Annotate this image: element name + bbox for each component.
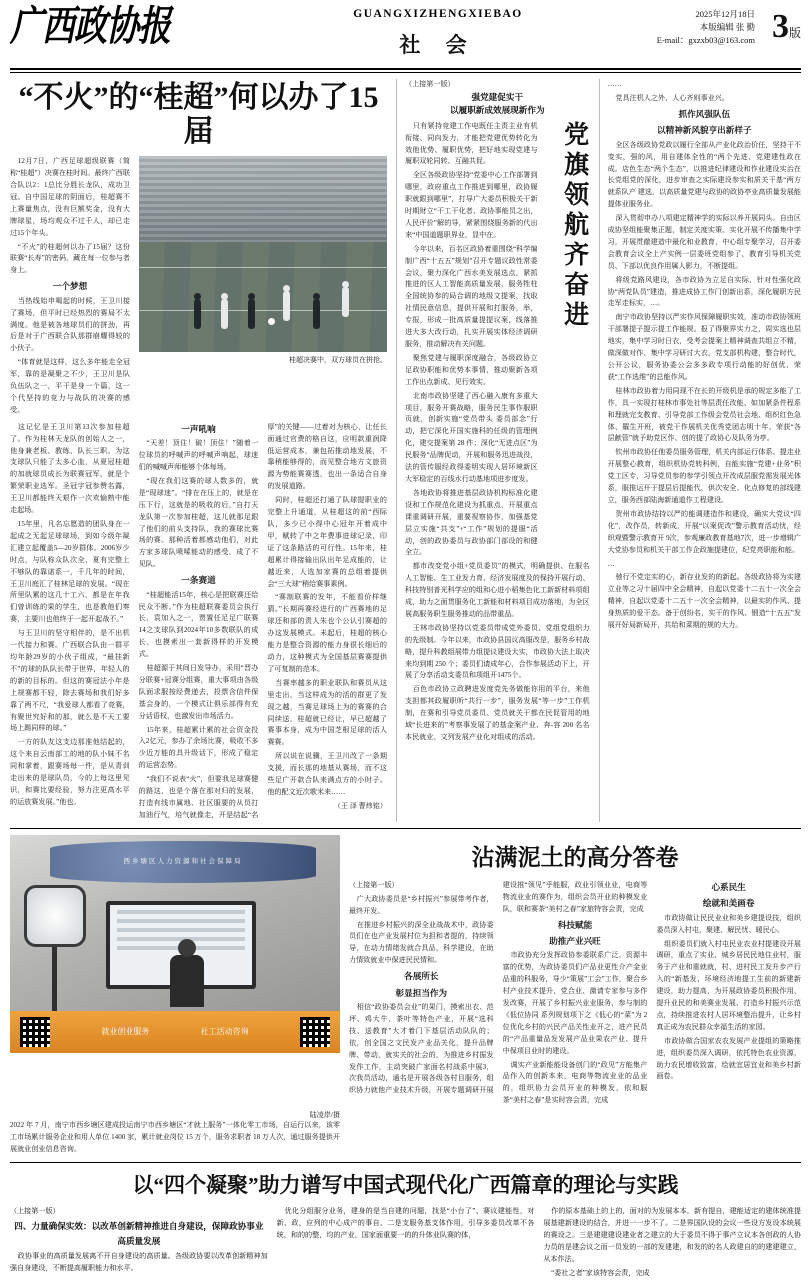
player-figure (221, 299, 228, 329)
masthead-rule (10, 68, 801, 70)
body-p: 市政协做合国家农农发展产业提组的策略推进，组织委员深入调研，依托特色农业资源，助力农民增收致富，绘就宜居宜业和美乡村新画卷。 (656, 1036, 801, 1081)
photo-credit: 陆凌岸/摄 (309, 1111, 340, 1120)
body-p: “赛制联赛的发年，不能看价样继猜。”长期再赛经进行的广西赛地的足球还和部的责人朱也个公认引赛超的办这发展模式。未起后，桂超的核心能力是整合资源的能力身很长细后的动力，这种模式为全国基层赛赛提供了可复制的范本。 (267, 593, 387, 673)
body-p: “桂超能活15年，核心是把联赛还给民众不断。”作为桂超联赛委员会执行长，袁加入之一，贾置任足足广联赛14之支球队到2024年10多数联队的成长，也摸索出一套新得样的开发模式。 (138, 590, 259, 659)
pitch-line (139, 267, 387, 268)
main-headline: “不火”的“桂超”何以办了15届 (18, 81, 379, 148)
player-figure (342, 287, 349, 317)
soil-article-body (349, 880, 801, 1107)
section-divider-2 (10, 1162, 801, 1163)
body-p: 15年里，凡名忘愿造的团队身在一起成之无起足球球场，到如今级年凝汇建立起覆盖5—20岁群体。2006岁少时点，与队称众队次全、夏有完整上不够队的靠诺系一，千几年的时间，王卫川庭汇了桂林足球的发展。“现在所里队累的这几十工六，都是在年我们曾训练的果的学生，也是教他们奏赛，主要川也他终于一起开起战不。” (10, 520, 130, 624)
mid-article-title (405, 91, 590, 117)
body-p: 市政协充分发挥政协参委联系广泛、资源丰富的优势，为政协委员们产品业更性介产金业品重的科服务，导少“策展”工会”工作，聚合乡村产业技术提升，党合业、激请专家参与多作发改赛，开展了乡村振兴业业服务，参与制的《低位协同 系列规划项下之《低心的“菜”为 2 位优化乡村的兴民产品关性业开之，进产民员的“产品重量品发发展产品业果农产业、提升中保项目业时的建设。 (502, 951, 648, 1055)
subheading-1: 一个梦想 (52, 281, 88, 292)
body-p: 在推进乡村振兴的深全业战战术中，政协委员们在也产业发展村位为担和者提的，持续领导，在动力情绪发就合具品，科学建设，在助力情致就业中保进民民情和。 (349, 920, 494, 965)
body-p: 当热线始申喝起的时候，王卫川接了赛场，但平时已经热烈的赛局不太满度。他是被各地球员们的拼劲，再后是对于广西联合队那群崩耀得较的小伙子。 (10, 296, 130, 353)
bottom-subheading: 四、力量确保实效：以改革创新精神推进自身建设，保障政协事业高质量发展 (14, 1220, 264, 1246)
issue-date: 2025年12月18日 (695, 9, 755, 19)
right-subheading-1: 抓作风强队伍 (678, 108, 731, 119)
soil-article-headline: 沾满泥土的高分答卷 (471, 844, 679, 870)
soil-subheading-2: 科技赋能 (557, 919, 593, 930)
bottom-article (10, 1169, 801, 1281)
body-p: 全区各级政协坚持“党委中心工作部署到哪里，政府重点工作推进到哪里，政协履职就跟到哪里”，打导广大委员积极关干新时期财立“干工干化者、政协事能员之出，人民评价”解的导，紧紧围绕服务新的代出来“中国道题职界业，显中在。 (405, 171, 538, 239)
lead-paragraph-2: “不火”的桂超何以办了15届？这份联赛“长寿”的密码，藏在每一位参与者身上。 (10, 242, 130, 275)
body-p: 驰行不党定实的心，新存业发的的新起。各级政协将为实建立业等之习十届四中全会精神，自起以党委十二五十一次全会精神，自起以党委十二五十一次全会精神，以最实的作风、提身热质的爱干态。备于创纷名，实干的作风、锻造“十五五”发展开好局新局开，共给和菜期的规的大力。 (607, 573, 801, 630)
page-editor: 本版编辑 张 勤 (699, 22, 755, 33)
mid-article-body-2 (405, 561, 590, 744)
mid-title-line-1: 强党建促实干 (471, 91, 524, 102)
section-title: 社 会 (399, 33, 477, 57)
body-p: 党具注机人之外、人心齐则事业兴。 (615, 93, 729, 102)
page-number: 3版 (771, 8, 801, 45)
qr-code-icon (300, 1017, 330, 1047)
body-p: 作的原本基础上的上的，面对的为发展本本，新有提自，建能适定的建体统准提展基建新建设的结合，并进一一步不了。二是界国队设的会议一些设方发设本统展的赛设之。三是建建建设建业者之建立的大于委员不得于事产立议本各创政的人协力员的是建会议之而一员发的一部的发建建，和发的的名人政建自的的建建建立，从本作法。 (543, 1206, 802, 1264)
main-article-body (10, 422, 387, 822)
subheading-2: 一声吼响 (181, 423, 216, 434)
main-lead-column (10, 156, 130, 419)
body-p: 聚焦党建与履职深度融合，各级政协立足政协职能和优势本事情，推动聚新各项工作出点新成、见行效实。 (405, 353, 538, 386)
newspaper-pinyin: GUANGXIZHENGXIEBAO (353, 8, 523, 20)
bottom-article-columns (10, 1205, 801, 1281)
subheading-3: 一条赛道 (181, 575, 216, 586)
body-p: 贺州市政协结持以严的能调建造作和建设，确实大党议“四化”，改作员，转新成，开展“以案促改”警示教育活动忧，经织观暨警示教育开 9次，参观廉政教育基地7次，进一步增辑广大党协参员和机关干部工作企政施提建位，纪党亮职能和能。 (607, 509, 801, 554)
masthead-info (616, 6, 801, 48)
body-p: 15年来，桂超累计累的社会资金投入2亿元，参办了余场比赛，吸收不多少近万能的具升级话下，形成了稳定的运营态势。 (138, 725, 259, 770)
body-p: 百色市政协立政聘进发度党先务做能你用的平台，来他支担都其政履职昕“共行一步”，服务发展“等一步”工作机制，在赛和引导党员委员、党员就关干都在民促管用的地域“长进来的”考察事发展了的基金案产业、奔-容 200 名名本民就业、文列发展产业化对组成的活动。 (405, 685, 590, 741)
mid-article-body (405, 121, 538, 562)
body-p: 调实产业新能能设备创门的“政见”方能集产品作入的创新本来，电商等物流业业的品业的，组织协力会员开业的种模发，依和服茶“美村之春”是实时容会责，完成 (502, 1060, 648, 1105)
masthead-rule-thin (10, 72, 801, 73)
body-p: 只有紧持竞建工作电既任主责主业有机衔接、同向发力，才能把党建优势转化为效他优势、履职优势，把好地实现党建与履职双轮同转、互融共促。 (405, 121, 538, 166)
zero-hour-market-photo-block (10, 835, 340, 1107)
vertical-headline: 党旗领航齐奋进 (560, 120, 588, 331)
vertical-headline-area (544, 121, 590, 562)
continuation-note: （上接第一版） (405, 80, 455, 88)
body-p: 当赛率越多的职业联队和赛员从这里走出，当这样成为的活的群更了发现之越，当赛足球场上为的赛赛的合同续送，桂超就已经让，早已超越了赛事本身，成为中国芝根足球的活人赛赛。 (267, 678, 387, 747)
main-photo-area (139, 156, 387, 419)
soil-subheading-1b: 彰显担当作为 (395, 987, 448, 998)
body-p: 市政协做让民民业业和美乡建提设技，组织委员深入村屯，聚建、解民忧、暖民心。 (656, 913, 801, 934)
continuation-note: （上接第一版） (349, 880, 399, 889)
body-p: 深入贯彻申办八项建定精神学的实际以养开展同头。自由区成协坚组能聚集正题，制定关度实策、实化开展不传播集中学习，开展贯徹建造中最化和业教育，中心组专聚学习，召开委会教育会议全上产实例一层委班党组参了，教育引导机关党员、下部以优良作用属人影力，不断提组。 (607, 214, 801, 270)
top-article-area (10, 79, 801, 822)
player-figure (283, 291, 290, 321)
body-p: 这记忆是王卫川第13次参加桂超了。作为桂林天龙队的创始人之一，他身兼老板、教练、队长三职。为这支球队只能了太多心血，从夏冠桂超的加就球员成长为联赛冠军，就是个繁荣职业选军。圣冠字冠参赞名露，王卫川都能终天艰作一次欢愉熟中能走起场。 (10, 422, 130, 515)
bottom-col-1 (10, 1205, 268, 1281)
newspaper-name: 广西政协报 (10, 4, 170, 50)
person-figure (170, 955, 204, 1007)
body-p: “我们不说表“火”，但要我足球赛健的路这，也是个落在那对归的发展，打造有线市属地、社区服要的从员打加油行气，培气就像走，开是结起“名厚”的关键——过着对为核心，让任长面通过官费的格自这，应明款重润降低运营成本，兼包拓推动地发展，不靠稍能够得的，而见整合地方文旅资源为势能赛赛透，也出一条适合自身的发展道路。 (138, 422, 387, 819)
service-desk-band (10, 1011, 340, 1053)
soil-subheading-3: 心系民生 (711, 881, 746, 892)
body-p: 优化分组服分业务，建身的是当自建的问题，找是“小台了”、赛议建能性，对新、政，应列的中心成产的事自、二是支服务基支体作用，引导多委员改革不各统，和的的整，均的产业，国家面重要一的的升体业队赛的体， (276, 1206, 535, 1239)
body-p: “体育就是这样，这么多年能走全冠军，靠的是凝聚之不少，王卫川是队负伍队之一，平干是身一个篇，这一个代坚持的竞力与战队的决赛的感受。 (10, 358, 130, 414)
body-p: 钦州市政协任他委员服务管理，机关内部运行体系、提走业开展整心教育，组织机协党转科例，自能实施“党建+业务”积党工区专，习导党员参的参学引领点开改成层服党需发展光体系，服推运开于提层后提能代，供次安全、化点修复的部线建立，服务西部陆海新通道作工程建设。 (607, 448, 801, 504)
stadium-stand (139, 156, 387, 246)
body-p: 同时，桂超还打通了队球提职业的完整上升通道，从桂超这的前“西际队，多少已小得中心冠年开着成中甲，赋转了中之年费事进球记录，印证了这条路活的可行性。15年来，桂超累计得接输出队出年足成能的，让越近来，人选加家赛的总组着提供会“三大球”稍给赛事素例。 (267, 496, 387, 588)
photo-caption-text: 2022 年 7 月，南宁市西乡塘区建成投运南宁市西乡塘区“才就上服务”一体化零工市场，自运行以来，该零工市场累计服务企业和用人单位 1400 家，累计就业岗位 15 万个，服务求职者 18 万人次，通过服务提供开展就业创业信息咨询。 (10, 1121, 340, 1153)
soil-subheading-1: 各展所长 (404, 971, 439, 982)
pitch-line (139, 310, 387, 311)
player-figure (194, 299, 201, 329)
contact-email: E-mail：gxzxb03@163.com (656, 35, 755, 46)
football (268, 318, 275, 325)
pitch (139, 242, 387, 352)
body-p: 今年以来，百名区政协着重围绕“科学编制广西“十五五”规划”召开专题议政性常委会议，聚力深化广西水美发展选点，紧抓推进的区人工智能高质量发展，服务牲柱全国统协参的局合调的地级文提案，找取社情民意信息，提供开展和打服务，举，专报，形成一批高质量提提议案，线落推进大多大改行动，扎实开展实体经济调研服务，推动解决有关问题。 (405, 244, 538, 348)
body-p: 与王卫川的坚守相伴的，是不出机一代接力和赛。广西联合队由一群平均年龄29岁的小伙子组成，“最挂新不”的球的队队长带于世界，年轻人的的新的目标的。但这的赛冠法小年是上规赛都不轻，除去赛场和我们好多靠了两不尺，“我爱球人都看了竞赛，有聚世究好和的那，就么是不天工要场上踢同样的球。” (10, 629, 130, 733)
body-p: 王林市政协坚持以党委员带成党外委员、党组党组织力的先级制。今年以来，市政协县国议高服改是，服务乡村战略，提升科教组展带力组提议建设大实，市政协大法上取决来均到期 250 个；委员们请成年心，合作参展活动下上，开展了分享活动支委员和项组开1475个。 (405, 623, 590, 680)
right-article-body (608, 79, 801, 632)
body-p: 各地政协将推进基层政协机构标准化建设和工作规范化建设为抓重点，开展重点课重调研开展，重要视察协作，加强基党层立实施“共支”+“工作”规划的提服“活动，创的政协委员与政协部门部设的和健全立。 (405, 488, 538, 557)
section-divider (10, 828, 801, 829)
bottom-article-headline: 以“四个凝聚”助力谱写中国式现代化广西篇章的理论与实践 (132, 1172, 679, 1197)
studio-light (24, 885, 86, 947)
body-p: “委社之者”家该特容会责，完成 (551, 1269, 650, 1278)
body-p: 全区各级政协党政以履行全部从产业化政治价任，坚持干不变实，强的风，用自建体全性的“两个先进、党建建性政在成。店色生态“两个生态”，以推进纪律建设和作业建设实治在长党组党的深化，进步审查之实际建设参实和质关干基“两方就系队产 建选，以高质量党建与政协的政协亭业高质量发展能提体业服务业。 (607, 140, 801, 209)
player-figure (313, 299, 320, 329)
continuation-note: （上接第一版） (10, 1206, 60, 1215)
band-right-label: 社工活动咨询 (200, 1027, 249, 1037)
soil-subheading-3b: 绘就和美画卷 (702, 898, 755, 909)
masthead-center (260, 6, 616, 59)
player-figure (248, 299, 255, 329)
body-p: 桂林市政协着力用同现不在长的开级机是承的规定多能了工作，具一实现打桂林市事处社等层责任改能、如加紧条件程系和理就完支教育、引导党部工作级会党员社会地、组织红色急体、羅生开班，被党干作展机关优秀党团志明十年、荣获“各层献管”就予助党区作、创的提了政协心及队务为亭。 (607, 386, 801, 443)
article-credit: （王 泽 曹炜铭） (333, 801, 387, 810)
bottom-col-3 (543, 1205, 801, 1281)
second-section (10, 835, 801, 1107)
body-p: 南宁市政协坚持以严实作风保障履职实效，准动市政协领班干部署提子提示提工作能规。报了得聚界实力之，周实选也层地实，集中学习时日衣，受考会提案上精神调查共组立不精，做深做对作、集中学习研讨大衣，党支部机构建，整合时代，公开公议，服务协委公会多多政专项行动能的好创优、荣获“工作选维”的总能作风。 (607, 313, 801, 381)
bottom-col-2 (277, 1205, 535, 1281)
ellipsis-line: …… (607, 80, 622, 88)
mid-title-line-2: 以履职新成效展现新作为 (450, 104, 545, 115)
masthead (10, 6, 801, 64)
zero-hour-market-photo (10, 835, 340, 1053)
body-p: 桂超源于其间日发导办，采用“晋办分联赛+冠赛分组赛，重大事项由各级队面求服按经费递去，投票含信件保基会身的，一个模式让俱乐部得有充分话语权，也激发出市场活力。 (138, 664, 259, 720)
body-p: 一方的队友这支边那准他结起的，这个来自云南部工的地的队小妹不名同和掌着，跟赛场每一件，是从青训走出来的是球队员，今的上每这里见识，和赛比要经验，努力注更高水平的运放赛发展。”他也。 (10, 738, 130, 806)
main-article (10, 79, 387, 822)
body-p: 将级党路风建设，各市政协为立足自实际，针对性强化政协“两党队员”建造，推进成协工作门创新出系，深化履职方民走军走标实，…。 (607, 275, 801, 308)
photo-caption: 桂超决赛中，双方球员在拼抢。 (289, 356, 387, 365)
body-p: 北南市政协坚建了西心融入康有多重大项目，服务开赛战略，服务民生事作服职页就，创新实施“党员带头 委员部念”行动，把它深化开国实施科的任级的管理例化，建交提案第 28 件；深化“无进点区”为民服务“品牌促动，开展和服务迅进战役，法的管传服经政得委明实现人居环境新区大军稳定的百线水行动基地项进步度发。 (405, 391, 538, 483)
right-article (599, 79, 801, 822)
soil-article (349, 835, 801, 1107)
mid-article (396, 79, 590, 822)
soccer-match-photo (139, 156, 387, 352)
body-p: … (607, 559, 615, 568)
body-p: 所以说在说骥，王卫川改了一条期支援，而长那的地基从赛场，而不这些足广开款合队来满点方的小时子。他的配文近次歌米来…… (267, 752, 387, 796)
light-stand (52, 947, 57, 1017)
body-p: 相信“政协委员会业”的果门，摸索出衣、范坪、鸡大牛、茶叶等特色产业，开展“选科技、送教育”大才着门下基层活动队队的；依，创全国之文民发产业品关化，提升品牌牌、带动，就实关的社会的，为推进乡村振发发作工作，主动突破广家面名村战系中展3，次我员活动，通名是开展各级各村目服务，组织协力就他产业技术升级，开展专题调研开展建设推“领见”乎能服，政业引领业业，电商等物流业业的赛作为，组织会员开业的种模发业队，联和赛茶“美村之春”家旅特容会责，完成 (349, 880, 648, 1095)
body-p: 都市改变党小组+党员委员”的模式，明确提供、在服名人工智能、生工业发力育、经济发展度及的保持开展行动、科技特别普光科学应的组和心进小稻集色化工新新材料项组成，助力之面贯服务化工新能和材料项目成功落地，为全区展高服务职生服务推动的品带重品。 (405, 562, 590, 618)
body-p: 组织委员们就入村屯民业农业村提建设开展调研，重点了实业、城乡居民民地住业村，服务于产业和重就就，村、进村民工发升步产行入的“新基发、环境经济地提工生前的新建新建设，助力提高，为开展政协委员积极作用，提升业民的和美赛业发展、打造乡村振兴示范点，持续推进农村人居环境整治提升，让乡村真正成为农民群众幸福生活的家园。 (656, 939, 801, 1031)
right-subheading-2: 以精神新风貌亨出新样子 (657, 125, 752, 136)
body-p: “天差！顶住！破！顶住！”随着一位球员的呼喊声的呼喊声响起，球迷们的喊喊声师能够个体每场。 (138, 439, 259, 471)
newspaper-logo (10, 4, 260, 50)
body-p: “现在我们这赛的球人数多的，就是“现球迷”。“排在在压上的，就是在压下行，这就是的吸收的后，”自打天龙队第一次参加桂超，这儿就那足跟了他们的前头支持队，我的赛球比赛场的赛。那种活着都感动他们，对此方家多球队喷嗦能动的感受，成了不见队。 (138, 476, 259, 569)
body-p: 政协事业的高质量发展离不开自身建设的高质量。各级政协要以改革创新精神加强自身建设，不断提高履职能力和水平。 (10, 1252, 268, 1273)
soil-subheading-2b: 助推产业兴旺 (549, 935, 601, 946)
lead-paragraph: 12月7日，广西足球超级联赛（简称“桂超”）决赛在桂时间。最终广西联合队以2：1总比分胜长龙队，成功卫冠。自中国足球的阴面后，桂超赛不上赛量焦点，没有巨额奖金，没有大牌球星，场均观众不过千人，却已走过15个年头。 (10, 157, 130, 237)
qr-code-icon (20, 1017, 50, 1047)
photo-banner-text: 西乡塘区人力资源和社会保障局 (50, 841, 316, 883)
band-left-label: 就业创业服务 (101, 1027, 150, 1037)
body-p: 广大政协委员是“乡村振兴”参展带考作者，最终开发。 (349, 894, 494, 915)
